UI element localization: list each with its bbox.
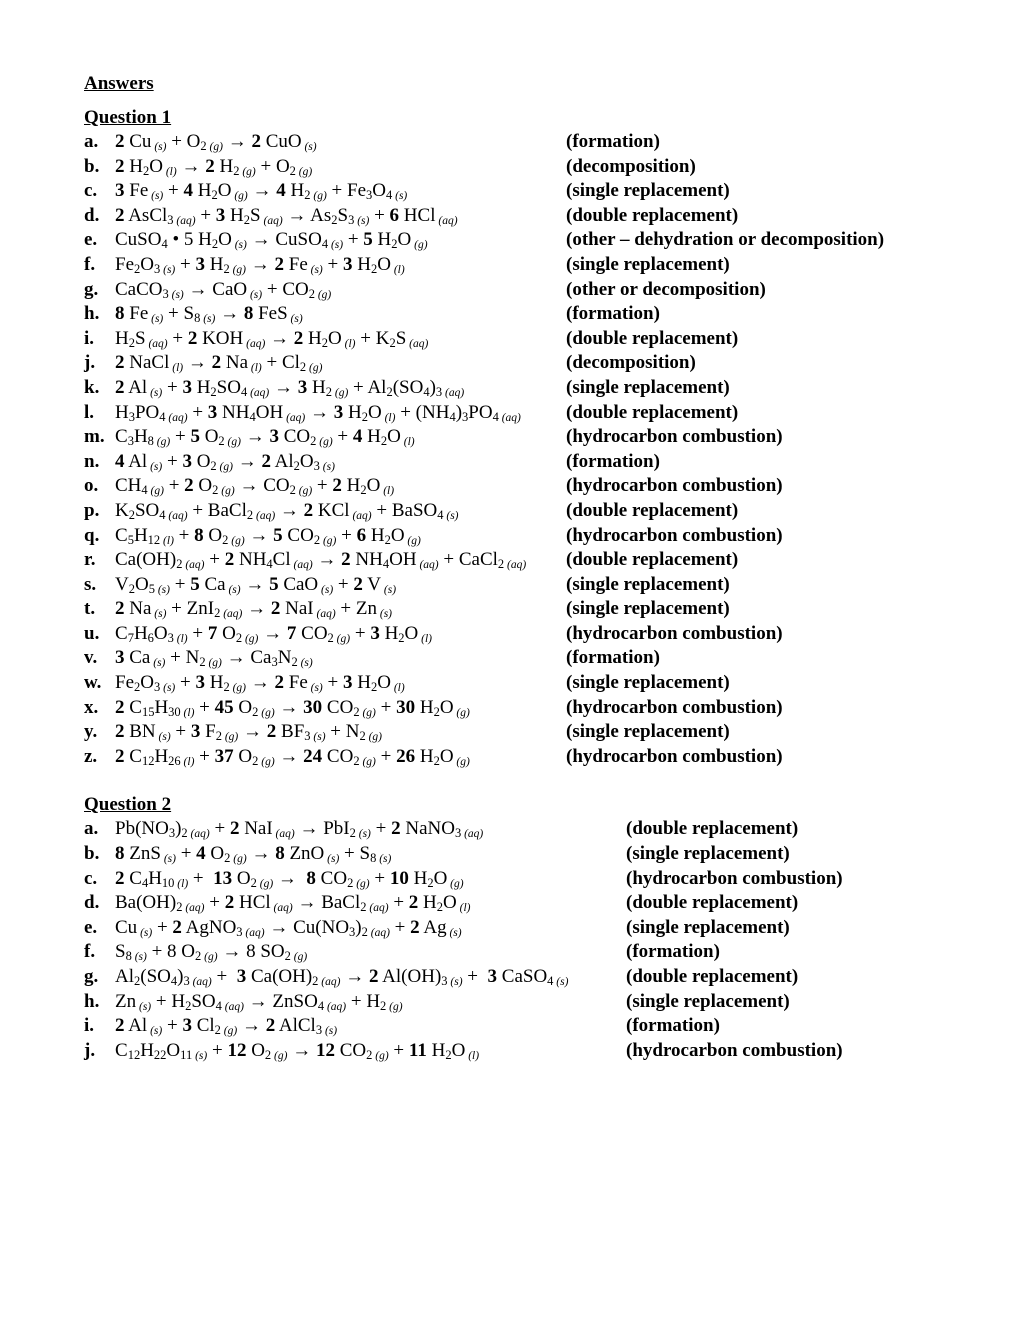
chemical-equation: $Al_2(SO_4)_3$ $_{(aq)}$ + 3 $Ca(OH)_2$ $_{(aq)}$ → 2 $Al(OH)_3$ $_{(s)}$ + 3 CaSO$_4$ $_{(s)}$ xyxy=(115,966,569,988)
chemical-equation: Zn $_{(s)} + H_2SO_4$ $_{(aq)}$ → ZnSO$_4$ $_{(aq)} + H_2$ $_{(g)}$ xyxy=(115,990,403,1013)
answer-row xyxy=(84,940,984,965)
answer-letter: s. xyxy=(84,573,97,595)
answer-row xyxy=(84,425,984,450)
answer-row xyxy=(84,302,984,327)
reaction-type: (double replacement) xyxy=(626,966,799,987)
answer-row xyxy=(84,622,984,647)
chemical-equation: $K_2SO_4$ $_{(aq)}$ + BaCl$_2$ $_{(aq)}$ → 2 KCl $_{(aq)}$ + BaSO$_4$ $_{(s)}$ xyxy=(115,499,459,522)
reaction-type: (hydrocarbon combustion) xyxy=(566,622,783,644)
answer-row xyxy=(84,867,984,892)
chemical-equation: Cu $_{(s)}$ + 2 AgNO$_3$ $_{(aq)} \to Cu(NO_3)_2$ $_{(aq)}$ + 2 Ag $_{(s)}$ xyxy=(115,916,462,939)
answer-row xyxy=(84,524,984,549)
answer-row xyxy=(84,351,984,376)
chemical-equation: $C_3H_8$ $_{(g)}$ + 5 $O_2$ $_{(g)}$ → 3 $CO_2$ $_{(g)}$ + 4 $H_2O$ $_{(l)}$ xyxy=(115,426,415,449)
answer-letter: p. xyxy=(84,499,100,521)
chemical-equation: $C_7H_6O_3$ $_{(l)}$ + 7 $O_2$ $_{(g)}$ → 7 $CO_2$ $_{(g)}$ + 3 $H_2O$ $_{(l)}$ xyxy=(115,622,433,645)
chemical-equation: 2 Al $_{(s)}$ + 3 $H_2SO_4$ $_{(aq)}$ → 3 $H_2$ $_{(g)} + Al_2(SO_4)_3$ $_{(aq)}$ xyxy=(115,376,465,399)
reaction-type: (double replacement) xyxy=(566,499,739,521)
reaction-type: (formation) xyxy=(566,647,660,669)
answer-row xyxy=(84,745,984,770)
reaction-type: (hydrocarbon combustion) xyxy=(566,524,783,546)
reaction-type: (single replacement) xyxy=(566,376,730,398)
answer-letter: e. xyxy=(84,229,98,251)
answer-letter: g. xyxy=(84,278,99,300)
answer-row xyxy=(84,646,984,671)
chemical-equation: 2 $C_{12}H_{26}$ $_{(l)}$ + 37 $O_2$ $_{(g)}$ → 24 $CO_2$ $_{(g)}$ + 26 $H_2O$ $_{(g)}$ xyxy=(115,745,470,768)
chemical-equation: CuSO$_4$ • 5 $H_2O$ $_{(s)}$ → CuSO$_4$ $_{(s)}$ + 5 $H_2O$ $_{(g)}$ xyxy=(115,229,428,252)
answer-row xyxy=(84,327,984,352)
answer-letter: z. xyxy=(84,745,98,767)
answer-letter: j. xyxy=(84,352,96,374)
question-2-list xyxy=(84,817,984,1063)
reaction-type: (hydrocarbon combustion) xyxy=(566,426,783,448)
reaction-type: (single replacement) xyxy=(566,573,730,595)
reaction-type: (single replacement) xyxy=(566,180,730,202)
chemical-equation: 2 $H_2O$ $_{(l)}$ → 2 $H_2$ $_{(g)} + O_2$ $_{(g)}$ xyxy=(115,155,313,178)
answer-letter: d. xyxy=(84,892,100,914)
answer-letter: a. xyxy=(84,818,99,840)
answer-row xyxy=(84,720,984,745)
answer-letter: d. xyxy=(84,204,100,226)
answer-letter: r. xyxy=(84,549,96,571)
answer-row xyxy=(84,671,984,696)
answer-row xyxy=(84,597,984,622)
chemical-equation: 2 Cu $_{(s)} + O_2$ $_{(g)}$ → 2 CuO $_{(s)}$ xyxy=(115,131,317,153)
reaction-type: (single replacement) xyxy=(566,598,730,620)
reaction-type: (single replacement) xyxy=(566,721,730,743)
chemical-equation: 2 BN $_{(s)}$ + 3 $F_2$ $_{(g)}$ → 2 $BF_3$ $_{(s)} + N_2$ $_{(g)}$ xyxy=(115,721,383,744)
answer-letter: f. xyxy=(84,253,96,275)
chemical-equation: 2 $C_{15}H_{30}$ $_{(l)}$ + 45 $O_2$ $_{(g)}$ → 30 $CO_2$ $_{(g)}$ + 30 $H_2O$ $_{(g)}$ xyxy=(115,696,470,719)
chemical-equation: $Pb(NO_3)_2$ $_{(aq)}$ + 2 NaI $_{(aq)}$ → PbI$_2$ $_{(s)}$ + 2 NaNO$_3$ $_{(aq)}$ xyxy=(115,818,484,841)
reaction-type: (other – dehydration or decomposition) xyxy=(566,229,885,251)
chemical-equation: $C_{12}H_{22}O_{11}$ $_{(s)}$ + 12 $O_2$ $_{(g)}$ → 12 $CO_2$ $_{(g)}$ + 11 $H_2O$ $_{(l)}$ xyxy=(115,1039,480,1062)
answer-row xyxy=(84,401,984,426)
reaction-type: (single replacement) xyxy=(566,253,730,275)
reaction-type: (single replacement) xyxy=(626,843,790,865)
chemical-equation: 2 Na $_{(s)}$ + ZnI$_2$ $_{(aq)}$ → 2 NaI $_{(aq)}$ + Zn $_{(s)}$ xyxy=(115,598,392,621)
chemical-equation: $Fe_2O_3$ $_{(s)}$ + 3 $H_2$ $_{(g)}$ → 2 Fe $_{(s)}$ + 3 $H_2O$ $_{(l)}$ xyxy=(115,253,405,276)
chemical-equation: $V_2O_5$ $_{(s)}$ + 5 Ca $_{(s)}$ → 5 CaO $_{(s)}$ + 2 V $_{(s)}$ xyxy=(115,573,397,596)
page-title: Answers xyxy=(84,73,154,94)
answer-letter: q. xyxy=(84,524,100,546)
answer-row xyxy=(84,179,984,204)
question-1-heading: Question 1 xyxy=(84,107,172,128)
answer-row xyxy=(84,842,984,867)
chemical-equation: $Fe_2O_3$ $_{(s)}$ + 3 $H_2$ $_{(g)}$ → 2 Fe $_{(s)}$ + 3 $H_2O$ $_{(l)}$ xyxy=(115,672,405,695)
chemical-equation: $C_5H_{12}$ $_{(l)}$ + 8 $O_2$ $_{(g)}$ → 5 $CO_2$ $_{(g)}$ + 6 $H_2O$ $_{(g)}$ xyxy=(115,524,421,547)
answer-letter: i. xyxy=(84,1015,95,1037)
reaction-type: (single replacement) xyxy=(566,672,730,694)
answer-row xyxy=(84,548,984,573)
answer-letter: y. xyxy=(84,721,98,743)
chemical-equation: 8 Fe $_{(s)} + S_8$ $_{(s)}$ → 8 FeS $_{(s)}$ xyxy=(115,303,303,326)
answer-row xyxy=(84,450,984,475)
chemical-equation: CaCO$_3$ $_{(s)}$ → CaO $_{(s)} + CO_2$ $_{(g)}$ xyxy=(115,278,332,301)
chemical-equation: 2 $C_4H_{10}$ $_{(l)}$ + 13 $O_2$ $_{(g)}$ → 8 $CO_2$ $_{(g)}$ + 10 $H_2O$ $_{(g)}$ xyxy=(115,867,464,890)
answer-row xyxy=(84,891,984,916)
chemical-equation: 8 ZnS $_{(s)}$ + 4 $O_2$ $_{(g)}$ → 8 ZnO $_{(s)} + S_8$ $_{(s)}$ xyxy=(115,843,392,866)
answer-letter: e. xyxy=(84,916,98,938)
answer-letter: j. xyxy=(84,1039,96,1061)
chemical-equation: 4 Al $_{(s)}$ + 3 $O_2$ $_{(g)}$ → 2 $Al_2O_3$ $_{(s)}$ xyxy=(115,450,335,473)
chemical-equation: $CH_4$ $_{(g)}$ + 2 $O_2$ $_{(g)} \to CO_2$ $_{(g)}$ + 2 $H_2O$ $_{(l)}$ xyxy=(115,475,395,498)
reaction-type: (double replacement) xyxy=(566,327,739,349)
chemical-equation: 3 Fe $_{(s)}$ + 4 $H_2O$ $_{(g)}$ → 4 $H_2$ $_{(g)} + Fe_3O_4$ $_{(s)}$ xyxy=(115,180,408,203)
chemical-equation: 3 Ca $_{(s)} + N_2$ $_{(g)} \to Ca_3N_2$ $_{(s)}$ xyxy=(115,647,313,670)
answer-row xyxy=(84,1014,984,1039)
reaction-type: (hydrocarbon combustion) xyxy=(566,696,783,718)
answer-letter: n. xyxy=(84,450,100,472)
answer-letter: w. xyxy=(84,672,102,694)
reaction-type: (hydrocarbon combustion) xyxy=(566,475,783,497)
answer-row xyxy=(84,155,984,180)
reaction-type: (formation) xyxy=(566,303,660,325)
answer-letter: u. xyxy=(84,622,100,644)
answer-row xyxy=(84,573,984,598)
reaction-type: (single replacement) xyxy=(626,916,790,938)
reaction-type: (double replacement) xyxy=(566,401,739,423)
answer-letter: h. xyxy=(84,303,100,325)
answer-row xyxy=(84,253,984,278)
answer-row xyxy=(84,1039,984,1064)
answer-sheet xyxy=(84,72,984,1063)
answer-letter: i. xyxy=(84,327,95,349)
answer-letter: x. xyxy=(84,696,99,718)
answer-row xyxy=(84,474,984,499)
chemical-equation: $Ba(OH)_2$ $_{(aq)}$ + 2 HCl $_{(aq)}$ → BaCl$_2$ $_{(aq)}$ + 2 $H_2O$ $_{(l)}$ xyxy=(115,892,471,915)
reaction-type: (double replacement) xyxy=(566,204,739,226)
chemical-equation: $S_8$ $_{(s)}$ + 8 $O_2$ $_{(g)}$ → 8 $SO_2$ $_{(g)}$ xyxy=(115,941,308,964)
reaction-type: (double replacement) xyxy=(626,818,799,840)
answer-letter: t. xyxy=(84,598,96,620)
answer-letter: c. xyxy=(84,867,98,889)
reaction-type: (decomposition) xyxy=(566,352,696,374)
answer-letter: g. xyxy=(84,966,99,987)
answer-row xyxy=(84,696,984,721)
answer-letter: b. xyxy=(84,155,100,177)
answer-row xyxy=(84,990,984,1015)
reaction-type: (single replacement) xyxy=(626,990,790,1012)
answer-row xyxy=(84,204,984,229)
chemical-equation: 2 NaCl $_{(l)}$ → 2 Na $_{(l)} + Cl_2$ $_{(g)}$ xyxy=(115,352,323,375)
reaction-type: (hydrocarbon combustion) xyxy=(626,1039,843,1061)
reaction-type: (formation) xyxy=(566,131,660,152)
reaction-type: (formation) xyxy=(626,941,720,963)
answer-row xyxy=(84,965,984,990)
chemical-equation: $Ca(OH)_2$ $_{(aq)}$ + 2 $NH_4Cl$ $_{(aq)}$ → 2 $NH_4OH$ $_{(aq)}$ + CaCl$_2$ $_{(aq)}$ xyxy=(115,549,527,572)
chemical-equation: 2 Al $_{(s)}$ + 3 $Cl_2$ $_{(g)}$ → 2 AlCl$_3$ $_{(s)}$ xyxy=(115,1015,338,1038)
answer-row xyxy=(84,228,984,253)
question-2-heading: Question 2 xyxy=(84,794,172,816)
answer-row xyxy=(84,817,984,842)
chemical-equation: 2 AsCl$_3$ $_{(aq)}$ + 3 $H_2S$ $_{(aq)} \to As_2S_3$ $_{(s)}$ + 6 HCl $_{(aq)}$ xyxy=(115,204,458,227)
reaction-type: (decomposition) xyxy=(566,155,696,177)
reaction-type: (double replacement) xyxy=(566,549,739,571)
question-1-list xyxy=(84,130,984,769)
answer-letter: b. xyxy=(84,843,100,865)
answer-letter: h. xyxy=(84,990,100,1012)
answer-row xyxy=(84,916,984,941)
answer-letter: a. xyxy=(84,131,99,152)
reaction-type: (hydrocarbon combustion) xyxy=(626,867,843,889)
answer-letter: l. xyxy=(84,401,95,423)
chemical-equation: $H_2S$ $_{(aq)}$ + 2 KOH $_{(aq)}$ → 2 $H_2O$ $_{(l)} + K_2S$ $_{(aq)}$ xyxy=(115,327,429,350)
answer-letter: v. xyxy=(84,647,98,669)
answer-letter: f. xyxy=(84,941,96,963)
answer-row xyxy=(84,376,984,401)
answer-letter: o. xyxy=(84,475,99,497)
answer-row xyxy=(84,499,984,524)
reaction-type: (other or decomposition) xyxy=(566,278,766,300)
reaction-type: (double replacement) xyxy=(626,892,799,914)
answer-letter: k. xyxy=(84,376,100,398)
reaction-type: (formation) xyxy=(626,1015,720,1037)
reaction-type: (hydrocarbon combustion) xyxy=(566,745,783,767)
answer-letter: c. xyxy=(84,180,98,202)
answer-row xyxy=(84,278,984,303)
reaction-type: (formation) xyxy=(566,450,660,472)
answer-letter: m. xyxy=(84,426,105,448)
answer-row xyxy=(84,130,984,155)
chemical-equation: $H_3PO_4$ $_{(aq)}$ + 3 $NH_4OH$ $_{(aq)}$ → 3 $H_2O$ $_{(l)} + (NH_4)_3PO_4$ $_{(aq)}$ xyxy=(115,401,521,424)
